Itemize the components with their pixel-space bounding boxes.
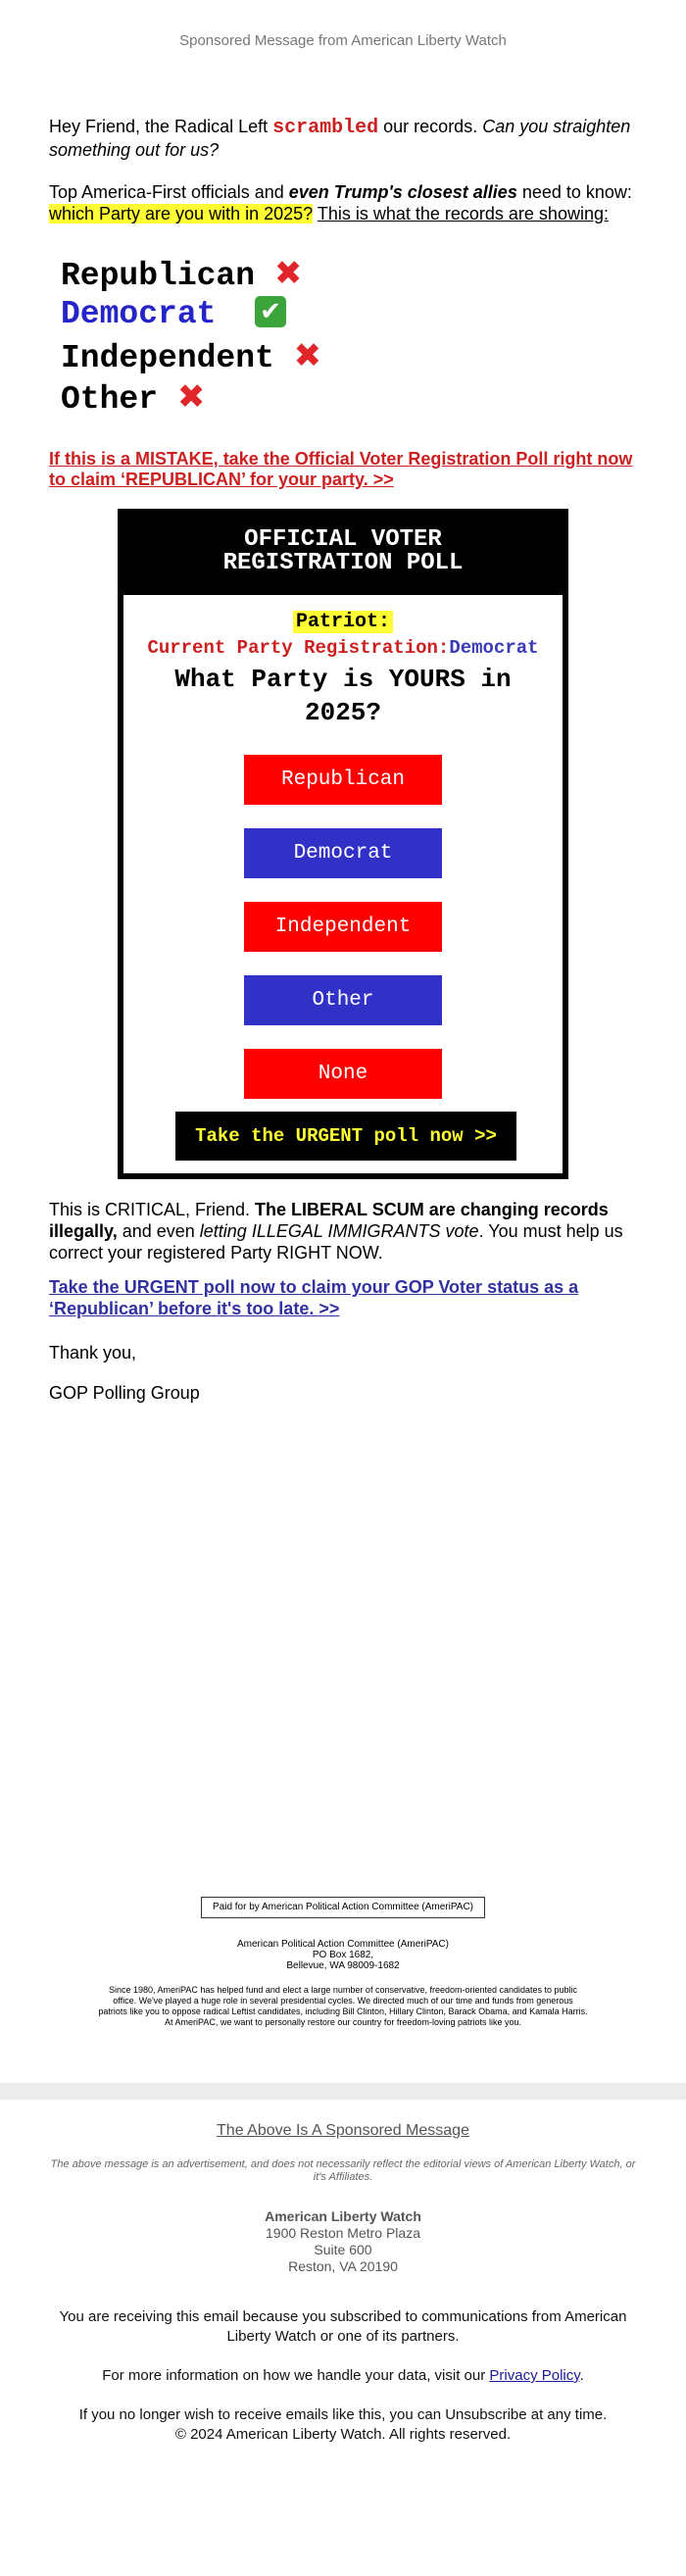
org-description: Since 1980, AmeriPAC has helped fund and elect a large number of conservative, freedom-oriented candidates to public office. We've played a huge role in several presidential cycles. We directed much of our time and funds from generous patriots like you to oppose radical Leftist candidates, including Bill Clinton, Hillary Clinton, Barack Obama, and Kamala Harris. At AmeriPAC, we want to personally restore our country for freedom-loving patriots like you. bbox=[98, 1985, 588, 2027]
footer-company: American Liberty Watch bbox=[265, 2208, 421, 2224]
gop-status-link[interactable]: Take the URGENT poll now to claim your GOP Voter status as a ‘Republican’ before it's too late. >> bbox=[49, 1277, 579, 1318]
officials-paragraph bbox=[49, 181, 637, 224]
party-question-highlight: which Party are you with in 2025? bbox=[49, 204, 314, 223]
footer-street: 1900 Reston Metro Plaza bbox=[266, 2225, 420, 2241]
org-po-box: PO Box 1682, bbox=[312, 1950, 374, 1960]
sponsor-header: Sponsored Message from American Liberty Watch bbox=[179, 32, 507, 49]
party-records-list bbox=[61, 253, 321, 418]
party-record-row bbox=[61, 376, 321, 418]
poll-question: What Party is YOURS in 2025? bbox=[174, 665, 512, 727]
option-other-button[interactable]: Other bbox=[244, 975, 442, 1025]
poll-header bbox=[123, 515, 563, 595]
poll-title-line1: OFFICIAL VOTER bbox=[244, 526, 442, 553]
thank-you: Thank you, bbox=[49, 1343, 137, 1362]
option-republican-button[interactable]: Republican bbox=[244, 755, 442, 805]
party-record-name: Republican bbox=[61, 258, 256, 294]
party-record-name: Other bbox=[61, 381, 159, 418]
unsubscribe-notice: If you no longer wish to receive emails like this, you can Unsubscribe at any time. bbox=[78, 2406, 608, 2423]
party-record-row bbox=[61, 294, 321, 335]
records-showing: This is what the records are showing: bbox=[317, 204, 609, 223]
current-registration-label: Current Party Registration: bbox=[147, 637, 450, 659]
option-none-button[interactable]: None bbox=[244, 1049, 442, 1099]
party-record-name: Democrat bbox=[61, 296, 217, 332]
urgent-poll-button[interactable]: Take the URGENT poll now >> bbox=[175, 1112, 516, 1161]
intro-paragraph bbox=[49, 116, 637, 161]
patriot-label: Patriot: bbox=[293, 611, 393, 633]
intro-greeting: Hey Friend, the Radical Left bbox=[49, 117, 273, 136]
current-registration-value: Democrat bbox=[449, 637, 539, 659]
paid-for-box: Paid for by American Political Action Committee (AmeriPAC) bbox=[201, 1897, 485, 1918]
critical-bold: The LIBERAL SCUM are changing records illegally, bbox=[49, 1200, 609, 1241]
option-democrat-button[interactable]: Democrat bbox=[244, 828, 442, 878]
footer-title: The Above Is A Sponsored Message bbox=[217, 2122, 469, 2139]
intro-after: our records. bbox=[378, 117, 483, 136]
scrambled-word: scrambled bbox=[272, 117, 379, 139]
patriot-label-row bbox=[123, 611, 563, 633]
option-independent-button[interactable]: Independent bbox=[244, 902, 442, 952]
org-city: Bellevue, WA 98009-1682 bbox=[286, 1960, 400, 1971]
section-divider bbox=[0, 2083, 686, 2100]
receiving-notice: You are receiving this email because you subscribed to communications from American Liberty Watch or one of its partners. bbox=[59, 2308, 627, 2345]
privacy-policy-link[interactable]: Privacy Policy bbox=[489, 2367, 580, 2384]
data-prefix: For more information on how we handle your data, visit our bbox=[102, 2367, 490, 2384]
poll-title-line2: REGISTRATION POLL bbox=[222, 550, 464, 576]
party-record-name: Independent bbox=[61, 340, 274, 376]
critical-paragraph bbox=[49, 1199, 637, 1263]
footer-city: Reston, VA 20190 bbox=[288, 2258, 398, 2274]
cross-mark-icon: ✖ bbox=[293, 336, 322, 375]
cross-mark-icon: ✖ bbox=[176, 377, 206, 417]
current-registration bbox=[123, 637, 563, 659]
officials-allies: even Trump's closest allies bbox=[288, 182, 517, 202]
critical-suffix: . You must help us correct your registered Party RIGHT NOW. bbox=[49, 1221, 623, 1263]
intro-question: Can you straighten something out for us? bbox=[49, 117, 631, 160]
officials-middle: need to know: bbox=[516, 182, 632, 202]
critical-middle: and even bbox=[117, 1221, 200, 1241]
signature: GOP Polling Group bbox=[49, 1383, 200, 1403]
data-notice bbox=[59, 2366, 627, 2386]
footer-notes bbox=[59, 2307, 627, 2445]
mistake-poll-link[interactable]: If this is a MISTAKE, take the Official Voter Registration Poll right now to claim ‘REPUBLICAN’ for your party. >> bbox=[49, 449, 633, 489]
footer-disclaimer: The above message is an advertisement, and does not necessarily reflect the editorial views of American Liberty Watch, or it's Affiliates. bbox=[50, 2158, 636, 2183]
footer-suite: Suite 600 bbox=[314, 2242, 372, 2257]
data-suffix: . bbox=[579, 2367, 584, 2384]
critical-prefix: This is CRITICAL, Friend. bbox=[49, 1200, 256, 1219]
officials-prefix: Top America-First officials and bbox=[49, 182, 289, 202]
voter-registration-poll bbox=[118, 509, 568, 1179]
party-record-row bbox=[61, 335, 321, 376]
footer-address bbox=[0, 2208, 686, 2275]
cross-mark-icon: ✖ bbox=[273, 254, 303, 293]
copyright: © 2024 American Liberty Watch. All rights reserved. bbox=[174, 2426, 512, 2443]
org-name: American Political Action Committee (AmeriPAC) bbox=[237, 1939, 449, 1950]
party-record-row bbox=[61, 253, 321, 294]
org-address bbox=[0, 1939, 686, 1971]
critical-italic: letting ILLEGAL IMMIGRANTS vote bbox=[199, 1221, 479, 1241]
check-mark-icon: ✔ bbox=[255, 296, 286, 327]
